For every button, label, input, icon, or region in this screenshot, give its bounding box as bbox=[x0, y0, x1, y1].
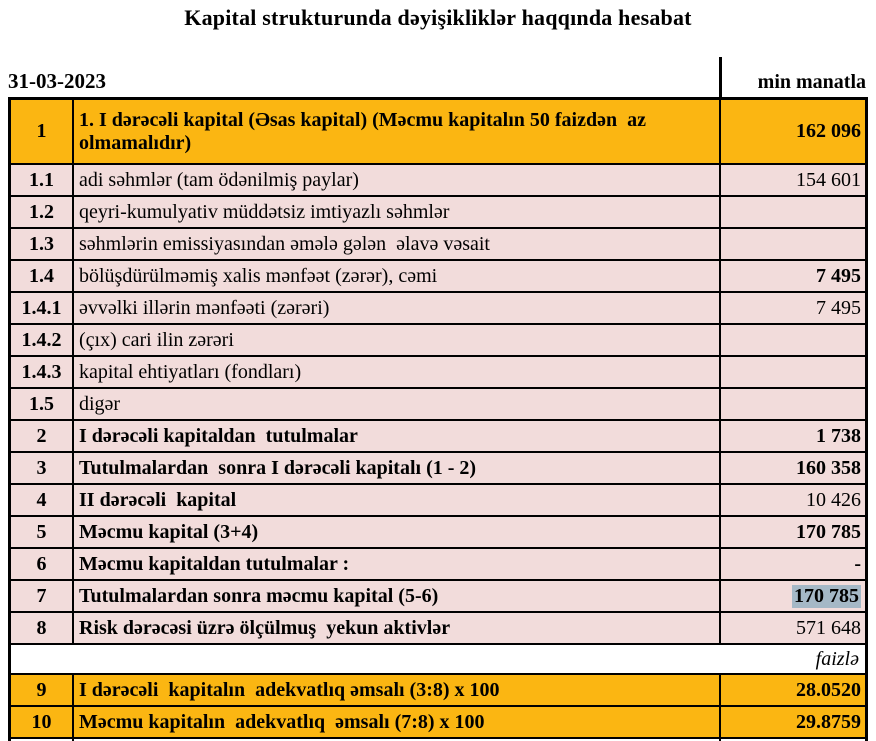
row-number-cell: 1.4.2 bbox=[21, 328, 62, 351]
row-number-cell: 5 bbox=[36, 520, 47, 543]
row-number-cell: 7 bbox=[36, 584, 47, 607]
row-value-cell bbox=[719, 229, 865, 259]
table-row-3 bbox=[11, 451, 865, 483]
row-value-cell bbox=[719, 197, 865, 227]
row-number-cell: 1.1 bbox=[29, 168, 54, 191]
percent-label: faizlə bbox=[815, 647, 859, 670]
row-value-cell bbox=[719, 581, 865, 611]
row-label-cell: Tutulmalardan sonra məcmu kapital (5-6) bbox=[72, 581, 719, 611]
row-label-cell: qeyri-kumulyativ müddətsiz imtiyazlı səhmlər bbox=[72, 197, 719, 227]
row-number-cell: 1.3 bbox=[29, 232, 54, 255]
row-number-cell: 1.4.3 bbox=[21, 360, 62, 383]
row-number-cell: 9 bbox=[36, 678, 47, 701]
table-row-5 bbox=[11, 515, 865, 547]
table-row-10 bbox=[11, 705, 865, 737]
row-value-cell: 154 601 bbox=[719, 165, 865, 195]
row-number-cell: 4 bbox=[36, 488, 47, 511]
table-row-1-5 bbox=[11, 387, 865, 419]
capital-structure-table bbox=[8, 97, 868, 741]
row-label-cell: Tutulmalardan sonra I dərəcəli kapitalı (1 - 2) bbox=[72, 453, 719, 483]
selection-highlight: 170 785 bbox=[794, 584, 859, 607]
unit-label: min manatla bbox=[757, 71, 866, 93]
row-value-cell bbox=[719, 389, 865, 419]
row-label-cell: I dərəcəli kapitalın adekvatlıq əmsalı (3:8) x 100 bbox=[72, 675, 719, 705]
report-date-cell bbox=[8, 57, 719, 97]
table-row-7 bbox=[11, 579, 865, 611]
table-row-1-4 bbox=[11, 259, 865, 291]
table-row-4 bbox=[11, 483, 865, 515]
row-number-cell: 6 bbox=[36, 552, 47, 575]
table-row-1-4-3 bbox=[11, 355, 865, 387]
row-label-cell: adi səhmlər (tam ödənilmiş paylar) bbox=[72, 165, 719, 195]
row-value-cell: 170 785 bbox=[719, 517, 865, 547]
table-row-1-3 bbox=[11, 227, 865, 259]
row-label-cell: 1. I dərəcəli kapital (Əsas kapital) (Məcmu kapitalın 50 faizdən az olmamalıdır) bbox=[72, 100, 719, 163]
row-value-cell: 571 648 bbox=[719, 613, 865, 643]
table-row-2 bbox=[11, 419, 865, 451]
table-row-9 bbox=[11, 673, 865, 705]
row-label-cell: Risk dərəcəsi üzrə ölçülmuş yekun aktivlər bbox=[72, 613, 719, 643]
row-label-cell: əvvəlki illərin mənfəəti (zərəri) bbox=[72, 293, 719, 323]
table-row-1-1 bbox=[11, 163, 865, 195]
row-value-cell: 160 358 bbox=[719, 453, 865, 483]
row-value-cell: 1 738 bbox=[719, 421, 865, 451]
row-number-cell: 1 bbox=[36, 120, 47, 142]
row-value-cell: 7 495 bbox=[719, 261, 865, 291]
row-label-cell: Məcmu kapitaldan tutulmalar : bbox=[72, 549, 719, 579]
table-row-1-4-1 bbox=[11, 291, 865, 323]
table-row-1 bbox=[11, 100, 865, 163]
row-number-cell: 1.5 bbox=[29, 392, 54, 415]
unit-label-cell bbox=[719, 57, 868, 97]
row-number-cell: 8 bbox=[36, 616, 47, 639]
row-value-cell: 29.8759 bbox=[719, 707, 865, 737]
report-date: 31-03-2023 bbox=[8, 69, 106, 93]
row-label-cell: (çıx) cari ilin zərəri bbox=[72, 325, 719, 355]
table-row-1-4-2 bbox=[11, 323, 865, 355]
row-number-cell: 3 bbox=[36, 456, 47, 479]
row-value-cell: 162 096 bbox=[719, 100, 865, 163]
row-label-cell: Məcmu kapital (3+4) bbox=[72, 517, 719, 547]
report-title-area bbox=[0, 0, 876, 57]
row-label-cell: digər bbox=[72, 389, 719, 419]
row-number-cell: 10 bbox=[31, 710, 52, 733]
row-label-cell: bölüşdürülməmiş xalis mənfəət (zərər), cəmi bbox=[72, 261, 719, 291]
row-label-cell: kapital ehtiyatları (fondları) bbox=[72, 357, 719, 387]
row-value-cell bbox=[719, 357, 865, 387]
row-number-cell: 1.4 bbox=[29, 264, 54, 287]
row-label-cell: Məcmu kapitalın adekvatlıq əmsalı (7:8) x 100 bbox=[72, 707, 719, 737]
percent-unit-row bbox=[11, 643, 865, 673]
row-label-cell: II dərəcəli kapital bbox=[72, 485, 719, 515]
table-row-8 bbox=[11, 611, 865, 643]
row-value-cell: 10 426 bbox=[719, 485, 865, 515]
row-label-cell: səhmlərin emissiyasından əmələ gələn əlavə vəsait bbox=[72, 229, 719, 259]
row-number-cell: 1.4.1 bbox=[21, 296, 62, 319]
row-value-cell bbox=[719, 325, 865, 355]
row-label-cell: I dərəcəli kapitaldan tutulmalar bbox=[72, 421, 719, 451]
row-value-cell: 28.0520 bbox=[719, 675, 865, 705]
row-value-cell: 7 495 bbox=[719, 293, 865, 323]
table-row-1-2 bbox=[11, 195, 865, 227]
row-number-cell: 1.2 bbox=[29, 200, 54, 223]
row-value-cell: - bbox=[719, 549, 865, 579]
next-row-stub bbox=[11, 737, 865, 741]
report-title: Kapital strukturunda dəyişikliklər haqqında hesabat bbox=[184, 5, 692, 30]
table-row-6 bbox=[11, 547, 865, 579]
row-number-cell: 2 bbox=[36, 424, 47, 447]
report-header-row bbox=[8, 57, 868, 97]
